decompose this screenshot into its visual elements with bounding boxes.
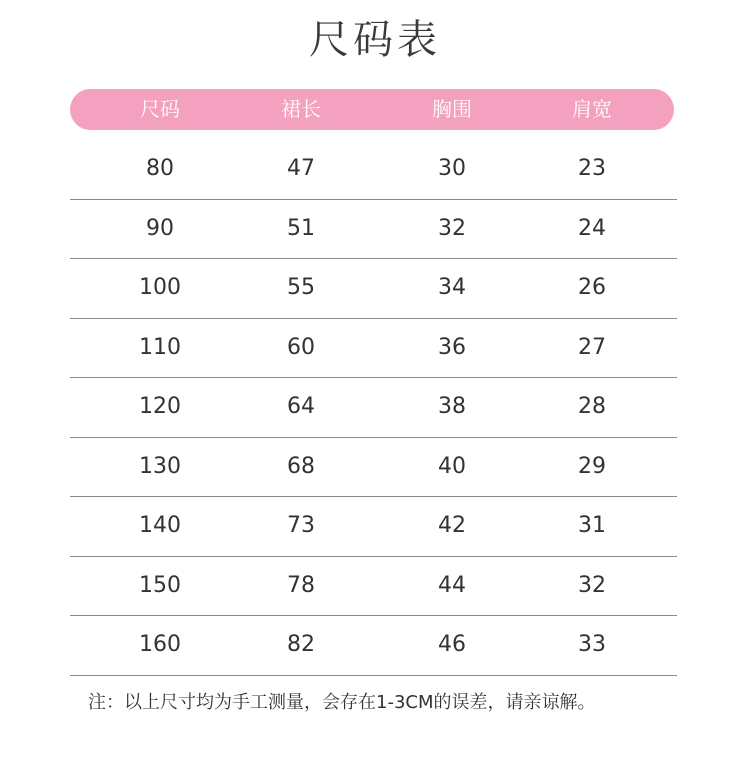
- cell-size: 100: [139, 275, 181, 300]
- cell-size: 130: [139, 453, 181, 479]
- cell-shoulder: 31: [578, 513, 606, 538]
- header-skirt-length: 裙长: [281, 97, 321, 121]
- table-row: [70, 259, 677, 319]
- cell-skirt-length: 55: [287, 275, 315, 300]
- cell-chest: 30: [438, 156, 466, 181]
- header-size: 尺码: [140, 97, 180, 121]
- cell-skirt-length: 64: [287, 394, 315, 419]
- cell-shoulder: 24: [578, 215, 606, 241]
- cell-shoulder: 29: [578, 453, 606, 479]
- cell-shoulder: 27: [578, 334, 606, 360]
- size-table: [70, 140, 677, 676]
- cell-shoulder: 32: [578, 572, 606, 598]
- size-chart-title: 尺码表: [309, 17, 441, 63]
- measurement-note: 注：以上尺寸均为手工测量，会存在1-3CM的误差，请亲谅解。: [88, 692, 596, 713]
- cell-size: 120: [139, 394, 181, 419]
- cell-chest: 34: [438, 275, 466, 300]
- cell-shoulder: 26: [578, 275, 606, 300]
- table-row: [70, 557, 677, 617]
- cell-size: 150: [139, 572, 181, 598]
- cell-chest: 32: [438, 215, 466, 241]
- cell-size: 80: [146, 156, 174, 181]
- table-row: [70, 378, 677, 438]
- cell-shoulder: 33: [578, 632, 606, 657]
- cell-skirt-length: 73: [287, 513, 315, 538]
- cell-skirt-length: 47: [287, 156, 315, 181]
- cell-shoulder: 28: [578, 394, 606, 419]
- table-row: [70, 616, 677, 676]
- table-row: [70, 319, 677, 379]
- cell-size: 160: [139, 632, 181, 657]
- cell-chest: 36: [438, 334, 466, 360]
- cell-shoulder: 23: [578, 156, 606, 181]
- cell-skirt-length: 60: [287, 334, 315, 360]
- cell-chest: 44: [438, 572, 466, 598]
- cell-chest: 38: [438, 394, 466, 419]
- cell-size: 110: [139, 334, 181, 360]
- cell-skirt-length: 68: [287, 453, 315, 479]
- cell-chest: 40: [438, 453, 466, 479]
- header-shoulder: 肩宽: [572, 97, 612, 121]
- cell-skirt-length: 82: [287, 632, 315, 657]
- table-row: [70, 200, 677, 260]
- table-row: [70, 140, 677, 200]
- cell-size: 90: [146, 215, 174, 241]
- cell-chest: 46: [438, 632, 466, 657]
- header-chest: 胸围: [432, 97, 472, 121]
- cell-skirt-length: 78: [287, 572, 315, 598]
- cell-chest: 42: [438, 513, 466, 538]
- cell-skirt-length: 51: [287, 215, 315, 241]
- table-row: [70, 438, 677, 498]
- table-row: [70, 497, 677, 557]
- table-header: [70, 89, 674, 130]
- cell-size: 140: [139, 513, 181, 538]
